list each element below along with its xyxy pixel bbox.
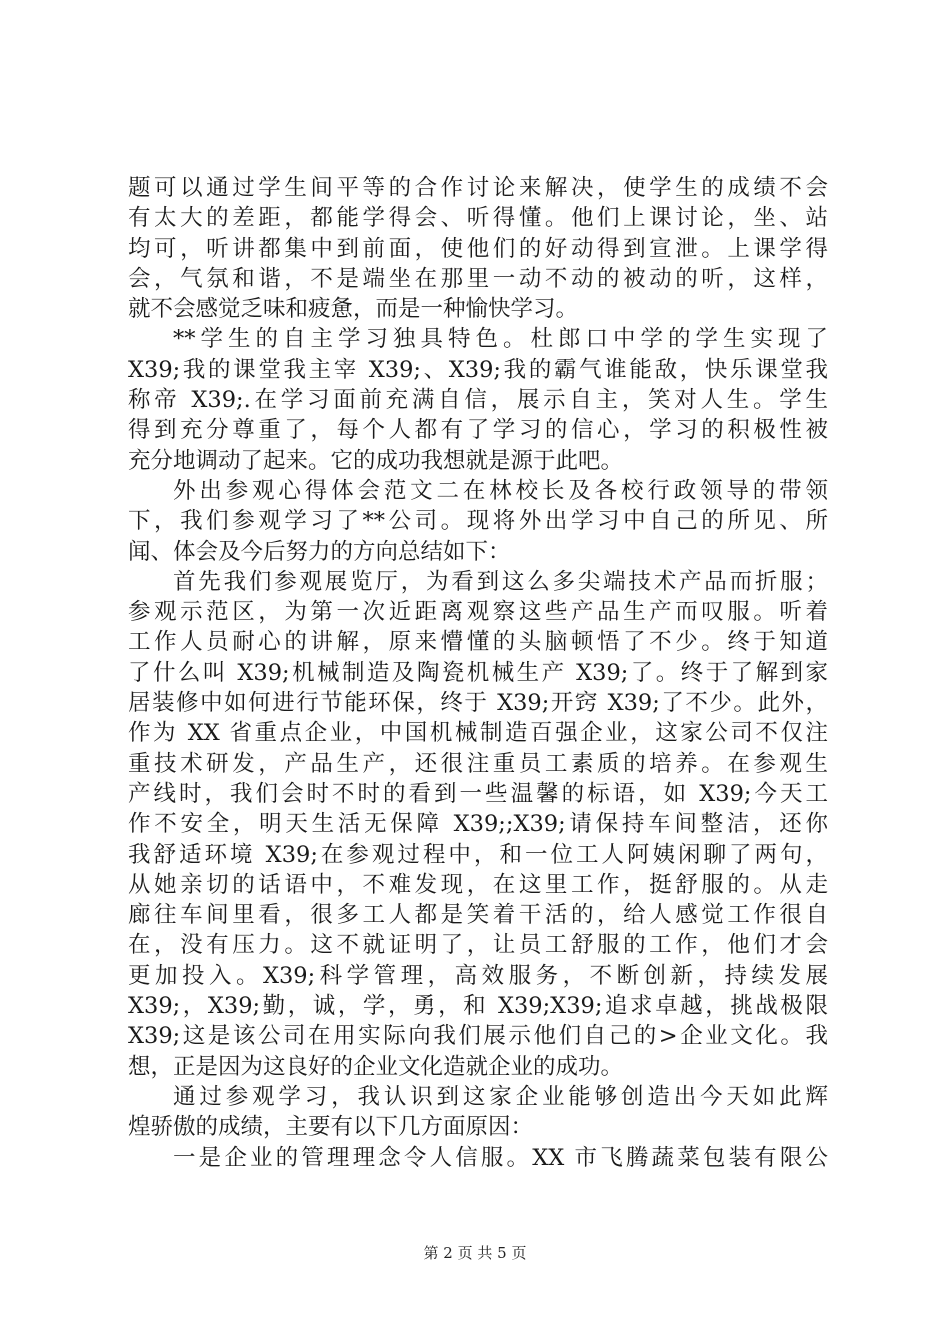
paragraph-2 [128, 324, 828, 475]
text-line: 有太大的差距，都能学得会、听得懂。他们上课讨论，坐、站 [128, 205, 828, 232]
text-line: 下，我们参观学习了**公司。现将外出学习中自己的所见、所 [128, 508, 828, 535]
text-line: X39;这是该公司在用实际向我们展示他们自己的>企业文化。我 [128, 1023, 828, 1050]
text-line: 题可以通过学生间平等的合作讨论来解决，使学生的成绩不会 [128, 175, 828, 201]
text-line: 闻、体会及今后努力的方向总结如下： [128, 538, 511, 565]
document-body [128, 173, 828, 1173]
text-line: 参观示范区，为第一次近距离观察这些产品生产而叹服。听着 [128, 599, 828, 626]
text-line: 廊往车间里看，很多工人都是笑着干活的，给人感觉工作很自 [128, 902, 828, 929]
text-line: 作不安全，明天生活无保障 X39;;X39;请保持车间整洁，还你 [128, 811, 828, 838]
page-number-footer: 第 2 页 共 5 页 [423, 1244, 527, 1262]
text-line: 从她亲切的话语中，不难发现，在这里工作，挺舒服的。从走 [128, 871, 828, 898]
paragraph-5 [128, 1082, 828, 1143]
text-line: 外出参观心得体会范文二在林校长及各校行政领导的带领 [173, 477, 828, 504]
text-line: 产线时，我们会时不时的看到一些温馨的标语，如 X39;今天工 [128, 780, 828, 807]
text-line: 均可，听讲都集中到前面，使他们的好动得到宣泄。上课学得 [128, 235, 828, 262]
text-line: 充分地调动了起来。它的成功我想就是源于此吧。 [128, 447, 624, 474]
text-line: 就不会感觉乏味和疲惫，而是一种愉快学习。 [128, 296, 579, 323]
text-line: 了什么叫 X39;机械制造及陶瓷机械生产 X39;了。终于了解到家 [128, 659, 828, 686]
text-line: 会，气氛和谐，不是端坐在那里一动不动的被动的听，这样， [128, 265, 828, 292]
paragraph-4 [128, 567, 828, 1082]
text-line: 得到充分尊重了，每个人都有了学习的信心，学习的积极性被 [128, 417, 828, 444]
text-line: 我舒适环境 X39;在参观过程中，和一位工人阿姨闲聊了两句， [128, 841, 828, 868]
text-line: 重技术研发，产品生产，还很注重员工素质的培养。在参观生 [128, 750, 828, 777]
text-line: 工作人员耐心的讲解，原来懵懂的头脑顿悟了不少。终于知道 [128, 629, 828, 656]
text-line: 作为 XX 省重点企业，中国机械制造百强企业，这家公司不仅注 [128, 720, 828, 747]
paragraph-1 [128, 173, 828, 324]
paragraph-3 [128, 476, 828, 567]
text-line: 更加投入。X39;科学管理，高效服务，不断创新，持续发展 [128, 962, 828, 989]
paragraph-6 [128, 1143, 828, 1173]
text-line: X39;我的课堂我主宰 X39;、X39;我的霸气谁能敌，快乐课堂我 [128, 356, 828, 383]
text-line: 称帝 X39;.在学习面前充满自信，展示自主，笑对人生。学生 [128, 387, 828, 414]
text-line: 通过参观学习，我认识到这家企业能够创造出今天如此辉 [173, 1083, 828, 1110]
text-line: 煌骄傲的成绩，主要有以下几方面原因： [128, 1114, 534, 1141]
text-line: 一是企业的管理理念令人信服。XX 市飞腾蔬菜包装有限公 [173, 1144, 828, 1171]
text-line: 首先我们参观展览厅，为看到这么多尖端技术产品而折服； [173, 568, 828, 595]
text-line: 想，正是因为这良好的企业文化造就企业的成功。 [128, 1053, 624, 1080]
text-line: X39;，X39;勤，诚，学，勇，和 X39;X39;追求卓越，挑战极限 [128, 993, 828, 1020]
text-line: 在，没有压力。这不就证明了，让员工舒服的工作，他们才会 [128, 932, 828, 959]
text-line: **学生的自主学习独具特色。杜郎口中学的学生实现了 [173, 326, 828, 353]
text-line: 居装修中如何进行节能环保，终于 X39;开窍 X39;了不少。此外， [128, 690, 828, 717]
